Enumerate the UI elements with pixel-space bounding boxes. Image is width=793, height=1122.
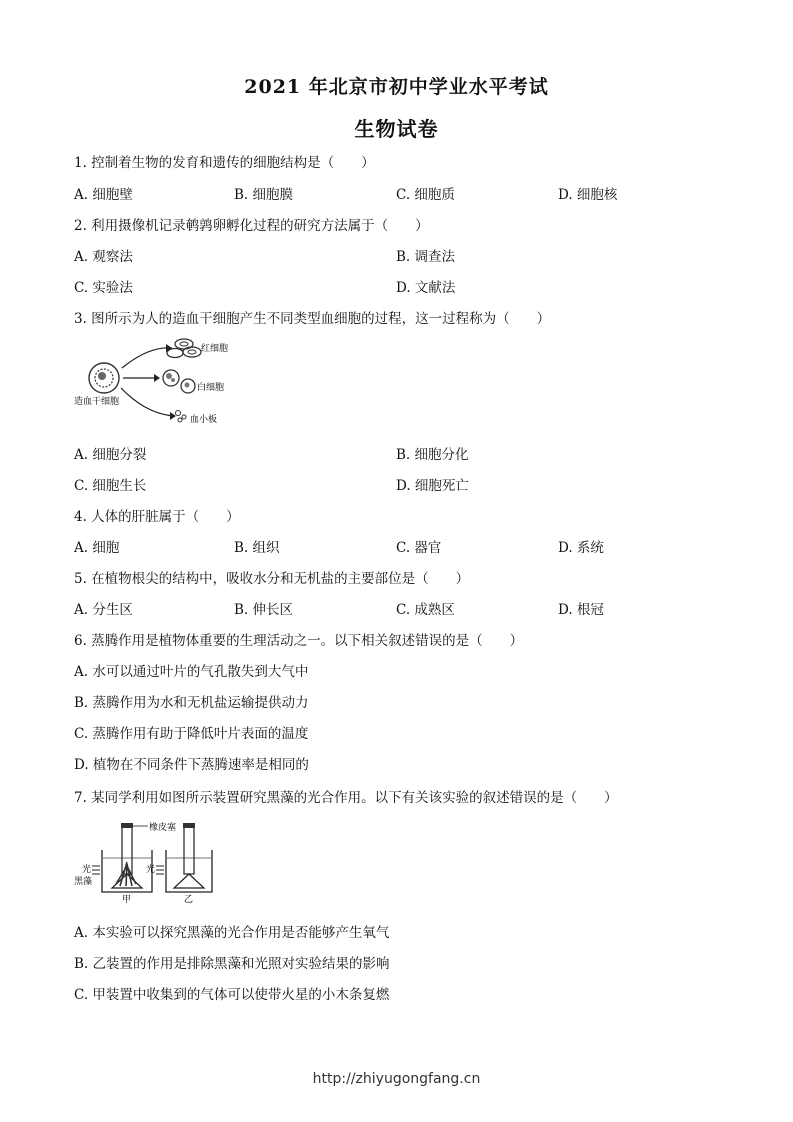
question-6-option-d: D. 植物在不同条件下蒸腾速率是相同的 (74, 757, 309, 773)
question-2-option-c: C. 实验法 (74, 280, 133, 296)
question-3-stem: 3. 图所示为人的造血干细胞产生不同类型血细胞的过程，这一过程称为（ ） (74, 311, 551, 327)
question-1-stem: 1. 控制着生物的发育和遗传的细胞结构是（ ） (74, 155, 375, 171)
figure-label-stem-cell: 造血干细胞 (74, 397, 120, 407)
figure-label-rubber-stopper: 橡皮塞 (149, 823, 177, 833)
question-1-option-b: B. 细胞膜 (234, 187, 294, 203)
question-4-stem: 4. 人体的肝脏属于（ ） (74, 509, 240, 525)
question-2-stem: 2. 利用摄像机记录鹌鹑卵孵化过程的研究方法属于（ ） (74, 218, 429, 234)
question-2-option-d: D. 文献法 (396, 280, 456, 296)
question-1-option-d: D. 细胞核 (558, 187, 618, 203)
question-4-option-b: B. 组织 (234, 540, 280, 556)
question-4-option-c: C. 器官 (396, 540, 442, 556)
question-3-option-b: B. 细胞分化 (396, 447, 469, 463)
question-5-stem: 5. 在植物根尖的结构中，吸收水分和无机盐的主要部位是（ ） (74, 571, 470, 587)
question-4-option-a: A. 细胞 (74, 540, 120, 556)
figure-label-jia: 甲 (122, 895, 132, 904)
question-6-option-a: A. 水可以通过叶片的气孔散失到大气中 (74, 664, 309, 680)
footer-url[interactable]: http://zhiyugongfang.cn (312, 1071, 481, 1087)
question-6-stem: 6. 蒸腾作用是植物体重要的生理活动之一。以下相关叙述错误的是（ ） (74, 633, 524, 649)
question-3-option-d: D. 细胞死亡 (396, 478, 469, 494)
question-5-option-b: B. 伸长区 (234, 602, 294, 618)
question-2-option-b: B. 调查法 (396, 249, 456, 265)
figure-label-yi: 乙 (184, 895, 194, 904)
figure-label-platelet: 血小板 (190, 415, 218, 425)
question-1-option-c: C. 细胞质 (396, 187, 455, 203)
figure-label-light-a: 光 (82, 865, 92, 875)
question-5-option-a: A. 分生区 (74, 602, 133, 618)
figure-label-algae: 黑藻 (74, 877, 93, 887)
figure-label-white-blood-cell: 白细胞 (197, 383, 225, 393)
question-5-option-d: D. 根冠 (558, 602, 604, 618)
question-7-option-b: B. 乙装置的作用是排除黑藻和光照对实验结果的影响 (74, 956, 390, 972)
question-7-option-a: A. 本实验可以探究黑藻的光合作用是否能够产生氧气 (74, 925, 390, 941)
question-7-option-c: C. 甲装置中收集到的气体可以使带火星的小木条复燃 (74, 987, 390, 1003)
question-1-option-a: A. 细胞壁 (74, 187, 133, 203)
blood-cell-differentiation-figure (74, 334, 244, 430)
question-5-option-c: C. 成熟区 (396, 602, 455, 618)
question-3-option-a: A. 细胞分裂 (74, 447, 147, 463)
question-7-stem: 7. 某同学利用如图所示装置研究黑藻的光合作用。以下有关该实验的叙述错误的是（ ） (74, 790, 618, 806)
figure-label-light-b: 光 (146, 865, 156, 875)
photosynthesis-apparatus-figure (74, 820, 224, 904)
figure-label-red-blood-cell: 红细胞 (201, 344, 229, 354)
question-4-option-d: D. 系统 (558, 540, 604, 556)
question-6-option-c: C. 蒸腾作用有助于降低叶片表面的温度 (74, 726, 309, 742)
question-3-option-c: C. 细胞生长 (74, 478, 147, 494)
page-subtitle: 生物试卷 (354, 117, 439, 141)
page-title: 2021 年北京市初中学业水平考试 (244, 76, 549, 98)
question-2-option-a: A. 观察法 (74, 249, 133, 265)
question-6-option-b: B. 蒸腾作用为水和无机盐运输提供动力 (74, 695, 309, 711)
